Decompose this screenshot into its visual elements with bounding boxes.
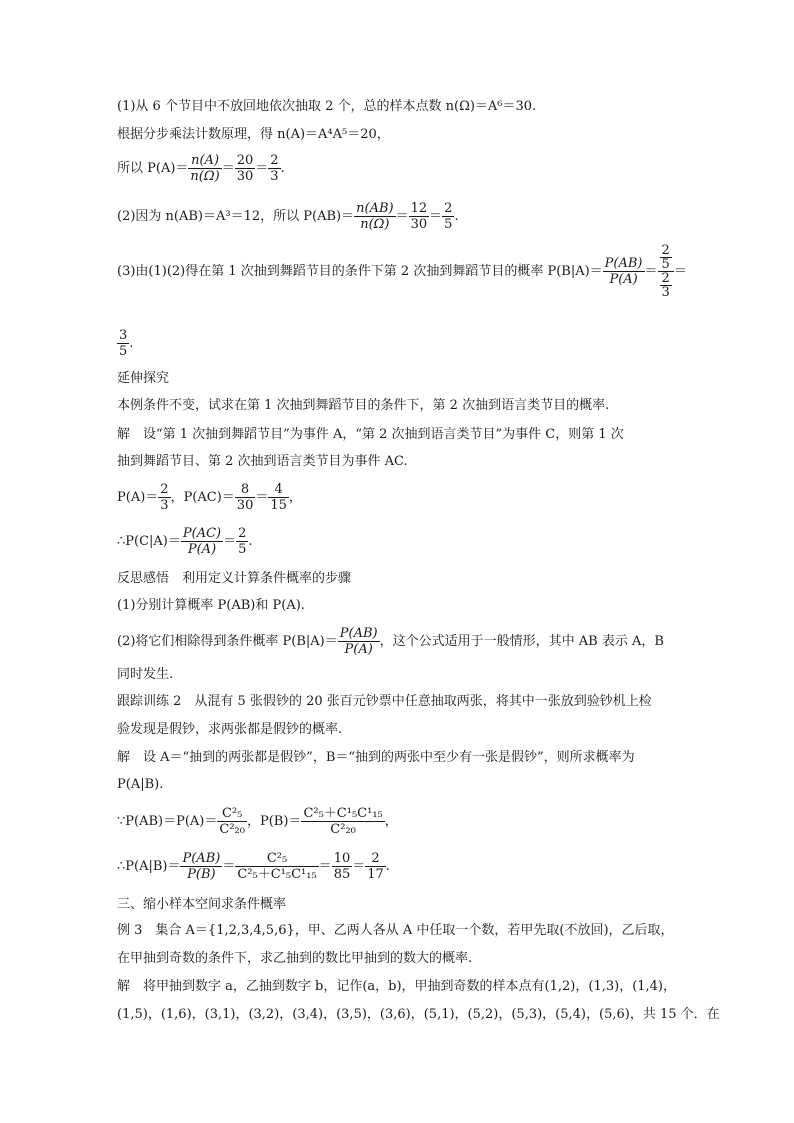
fraction: $\frac{\text{C²₅}}{\text{C²₅＋C¹₅C¹₁₅}}$ [237,851,317,882]
solution-part1-line3: 所以 P(A)＝ $\frac{n(A)}{n(\Omega)}$ ＝ $\frac{20}{30}$ ＝ $\frac{2}{3}$ . [117,153,285,184]
fraction: $\frac{2}{3}$ [270,153,279,184]
reflection-step2: (2)将它们相除得到条件概率 P(B|A)＝ $\frac{P(AB)}{P(A)}$ ，这个公式适用于一般情形，其中 AB 表示 A，B [117,626,664,657]
extension-solution-line1: 解 设“第 1 次抽到舞蹈节目”为事件 A，“第 2 次抽到语言类节目”为事件 C，则第 1 次 [117,427,624,442]
example3-solution-line2: (1,5)，(1,6)，(3,1)，(3,2)，(3,4)，(3,5)，(3,6)，(5,1)，(5,2)，(5,3)，(5,4)，(5,6)，共 15 个．在 [117,1007,720,1022]
fraction: $\frac{P(AB)}{P(A)}$ [604,256,643,287]
solution-part3-line: (3)由(1)(2)得在第 1 次抽到舞蹈节目的条件下第 2 次抽到舞蹈节目的概率 P(B|A)＝ $\frac{P(AB)}{P(A)}$ ＝ $\frac{\frac{2}{5}}{\frac{2}{3}}$ ＝ [117,243,687,300]
example3-line1: 例 3 集合 A＝{1,2,3,4,5,6}，甲、乙两人各从 A 中任取一个数，若甲先取(不放回)，乙后取， [117,923,674,938]
extension-solution-line2: 抽到舞蹈节目、第 2 次抽到语言类节目为事件 AC. [117,454,408,469]
example3-solution-line1: 解 将甲抽到数字 a，乙抽到数字 b，记作(a，b)，甲抽到奇数的样本点有(1,2)，(1,3)，(1,4)， [117,979,677,994]
fraction: $\frac{4}{15}$ [270,482,287,513]
practice-line1: 跟踪训练 2 从混有 5 张假钞的 20 张百元钞票中任意抽取两张，将其中一张放到验钞机上检 [117,694,652,709]
practice-result: ∴P(A|B)＝ $\frac{P(AB)}{P(B)}$ ＝ $\frac{\text{C²₅}}{\text{C²₅＋C¹₅C¹₁₅}}$ ＝ $\frac{10}{85}$ ＝ $\frac{2}{17}$ . [117,851,390,882]
extension-probabilities: P(A)＝ $\frac{2}{3}$ ，P(AC)＝ $\frac{8}{30}$ ＝ $\frac{4}{15}$ ， [117,482,302,513]
fraction: $\frac{P(AB)}{P(B)}$ [182,851,221,882]
fraction: $\frac{2}{5}$ [444,201,453,232]
fraction: $\frac{\text{C²₅}}{\text{C²₂₀}}$ [219,806,245,837]
example3-line2: 在甲抽到奇数的条件下，求乙抽到的数比甲抽到的数大的概率. [117,951,473,966]
practice-solution-line1: 解 设 A＝“抽到的两张都是假钞”，B＝“抽到的两张中至少有一张是假钞”，则所求概率为 [117,750,635,765]
practice-solution-line2: P(A|B). [117,777,164,792]
extension-result: ∴P(C|A)＝ $\frac{P(AC)}{P(A)}$ ＝ $\frac{2}{5}$ . [117,526,253,557]
extension-question: 本例条件不变，试求在第 1 次抽到舞蹈节目的条件下，第 2 次抽到语言类节目的概率. [117,398,610,413]
fraction: $\frac{n(A)}{n(\Omega)}$ [190,153,220,184]
fraction: $\frac{3}{5}$ [119,328,128,359]
reflection-step1: (1)分别计算概率 P(AB)和 P(A). [117,598,305,613]
fraction: $\frac{8}{30}$ [236,482,254,513]
solution-part1-line2: 根据分步乘法计数原理，得 n(A)＝A⁴A⁵＝20， [117,127,390,142]
fraction: $\frac{n(AB)}{n(\Omega)}$ [356,201,394,232]
fraction: $\frac{\text{C²₅＋C¹₅C¹₁₅}}{\text{C²₂₀}}$ [303,806,383,837]
fraction: $\frac{20}{30}$ [236,153,254,184]
fraction: $\frac{2}{17}$ [367,851,384,882]
fraction: $\frac{10}{85}$ [333,851,351,882]
text: 所以 P(A)＝ [117,161,189,176]
solution-part1-line1: (1)从 6 个节目中不放回地依次抽取 2 个，总的样本点数 n(Ω)＝A⁶＝30. [117,99,537,114]
section-title-reflection: 反思感悟 利用定义计算条件概率的步骤 [117,571,352,586]
practice-line2: 验发现是假钞，求两张都是假钞的概率. [117,722,343,737]
fraction: $\frac{2}{5}$ [238,526,247,557]
section-title-3: 三、缩小样本空间求条件概率 [117,897,287,912]
compound-fraction: $\frac{\frac{2}{5}}{\frac{2}{3}}$ [658,244,674,299]
fraction: $\frac{12}{30}$ [410,201,428,232]
practice-probabilities: ∵P(AB)＝P(A)＝ $\frac{\text{C²₅}}{\text{C²₂₀}}$ ，P(B)＝ $\frac{\text{C²₅＋C¹₅C¹₁₅}}{\text{C²₂₀}}$ ， [117,806,398,837]
fraction: $\frac{P(AC)}{P(A)}$ [182,526,222,557]
section-title-extension: 延伸探究 [117,371,170,386]
solution-part3-result: $\frac{3}{5}$ . [119,328,134,359]
solution-part2-line: (2)因为 n(AB)＝A³＝12，所以 P(AB)＝ $\frac{n(AB)}{n(\Omega)}$ ＝ $\frac{12}{30}$ ＝ $\frac{2}{5}$ . [117,201,459,232]
reflection-step2-cont: 同时发生. [117,667,174,682]
fraction: $\frac{2}{3}$ [160,482,169,513]
fraction: $\frac{P(AB)}{P(A)}$ [339,626,378,657]
